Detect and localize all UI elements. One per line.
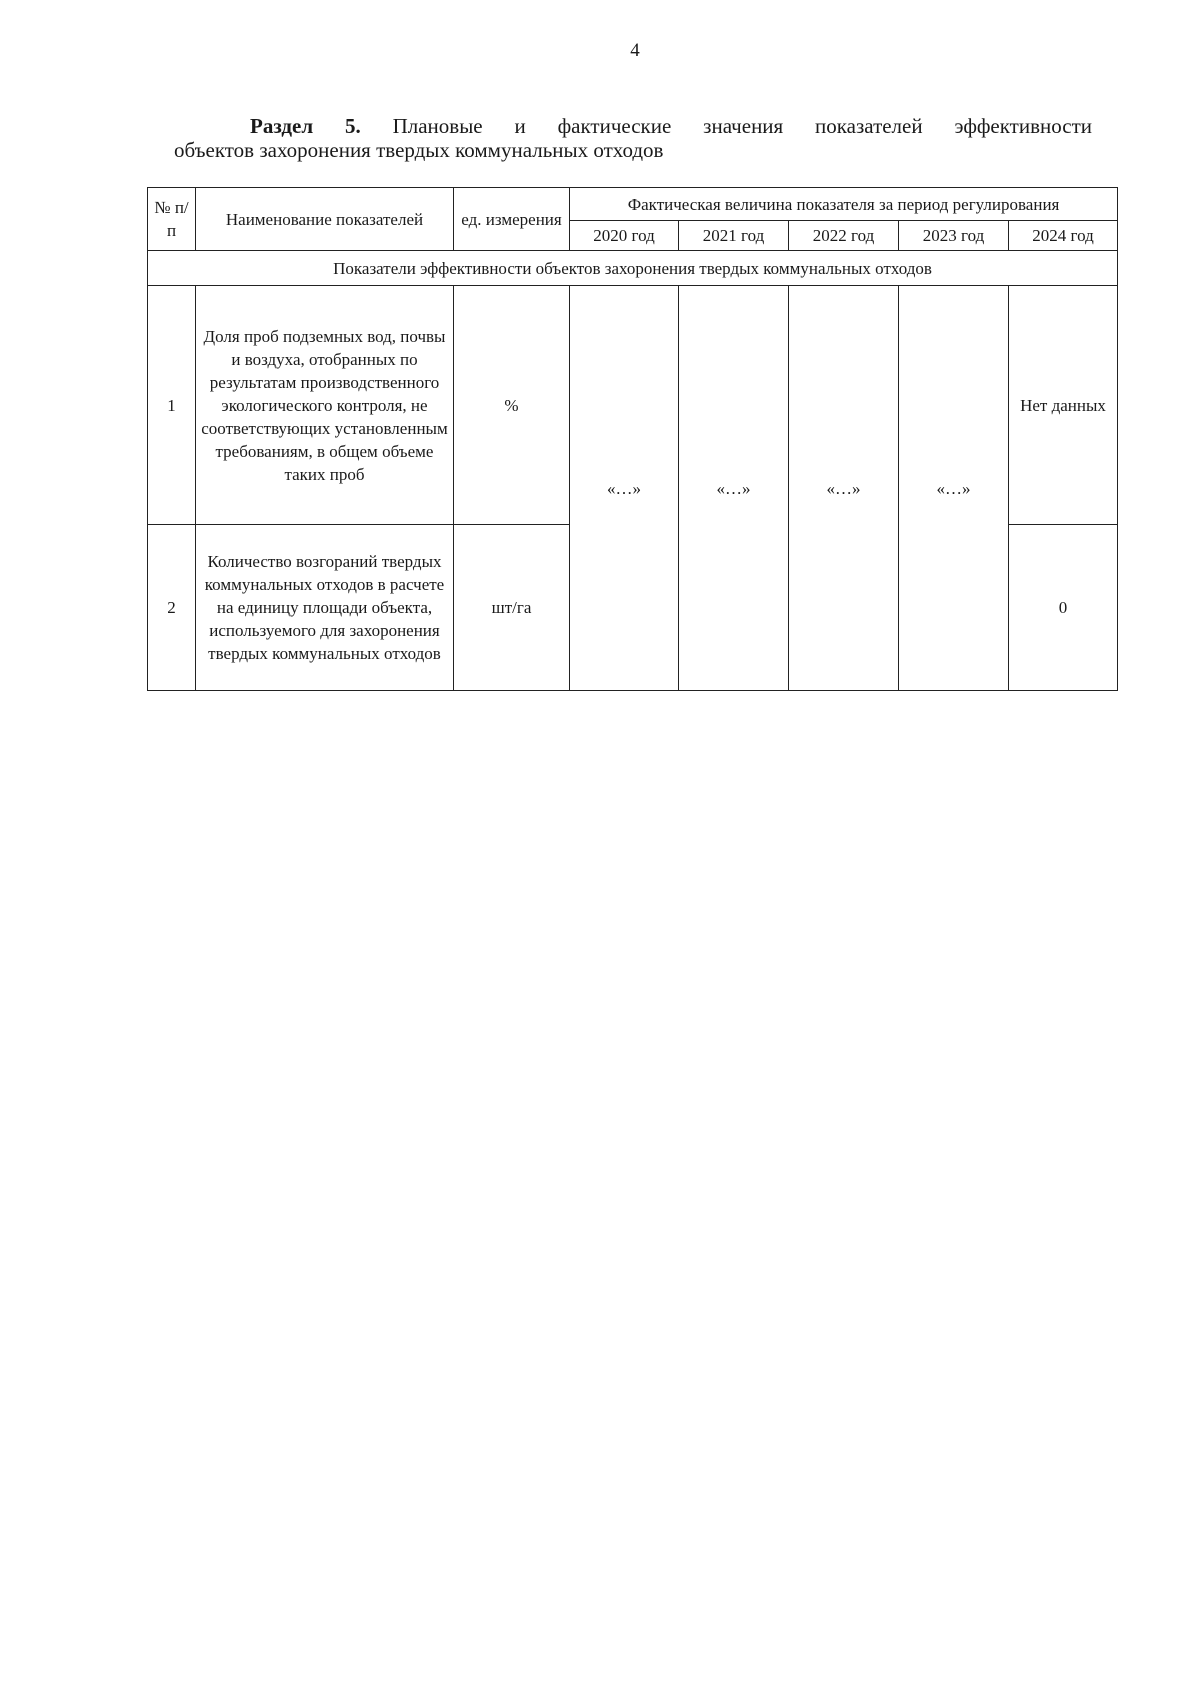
row-unit: % <box>454 286 570 525</box>
header-year: 2023 год <box>899 221 1009 251</box>
header-year: 2022 год <box>789 221 899 251</box>
section-label: Раздел 5. <box>250 114 361 138</box>
section-heading <box>174 114 1092 162</box>
row-value-2022: «…» <box>789 286 899 691</box>
group-row <box>148 251 1118 286</box>
row-unit: шт/га <box>454 525 570 691</box>
indicators-table <box>147 187 1118 691</box>
row-name: Количество возгораний твердых коммунальных отходов в расчете на единицу площади объекта, используемого для захоронения твердых коммунальных отходов <box>196 525 454 691</box>
page-number: 4 <box>630 40 640 61</box>
row-value-2024: 0 <box>1009 525 1118 691</box>
row-value-2023: «…» <box>899 286 1009 691</box>
header-unit: ед. измерения <box>454 188 570 251</box>
group-title: Показатели эффективности объектов захоронения твердых коммунальных отходов <box>148 251 1118 286</box>
header-row <box>148 188 1118 221</box>
row-value-2021: «…» <box>679 286 789 691</box>
row-name: Доля проб подземных вод, почвы и воздуха, отобранных по результатам производственного экологического контроля, не соответствующих установленным требованиям, в общем объеме таких проб <box>196 286 454 525</box>
header-year: 2020 год <box>570 221 679 251</box>
row-value-2024: Нет данных <box>1009 286 1118 525</box>
header-name: Наименование показателей <box>196 188 454 251</box>
header-period: Фактическая величина показателя за период регулирования <box>570 188 1118 221</box>
table-row <box>148 286 1118 525</box>
section-title-line2: объектов захоронения твердых коммунальных отходов <box>174 138 664 162</box>
row-num: 2 <box>148 525 196 691</box>
header-year: 2021 год <box>679 221 789 251</box>
row-num: 1 <box>148 286 196 525</box>
row-value-2020: «…» <box>570 286 679 691</box>
header-year: 2024 год <box>1009 221 1118 251</box>
section-title-line1: Плановые и фактические значения показателей эффективности <box>392 114 1093 138</box>
header-num: № п/п <box>148 188 196 251</box>
